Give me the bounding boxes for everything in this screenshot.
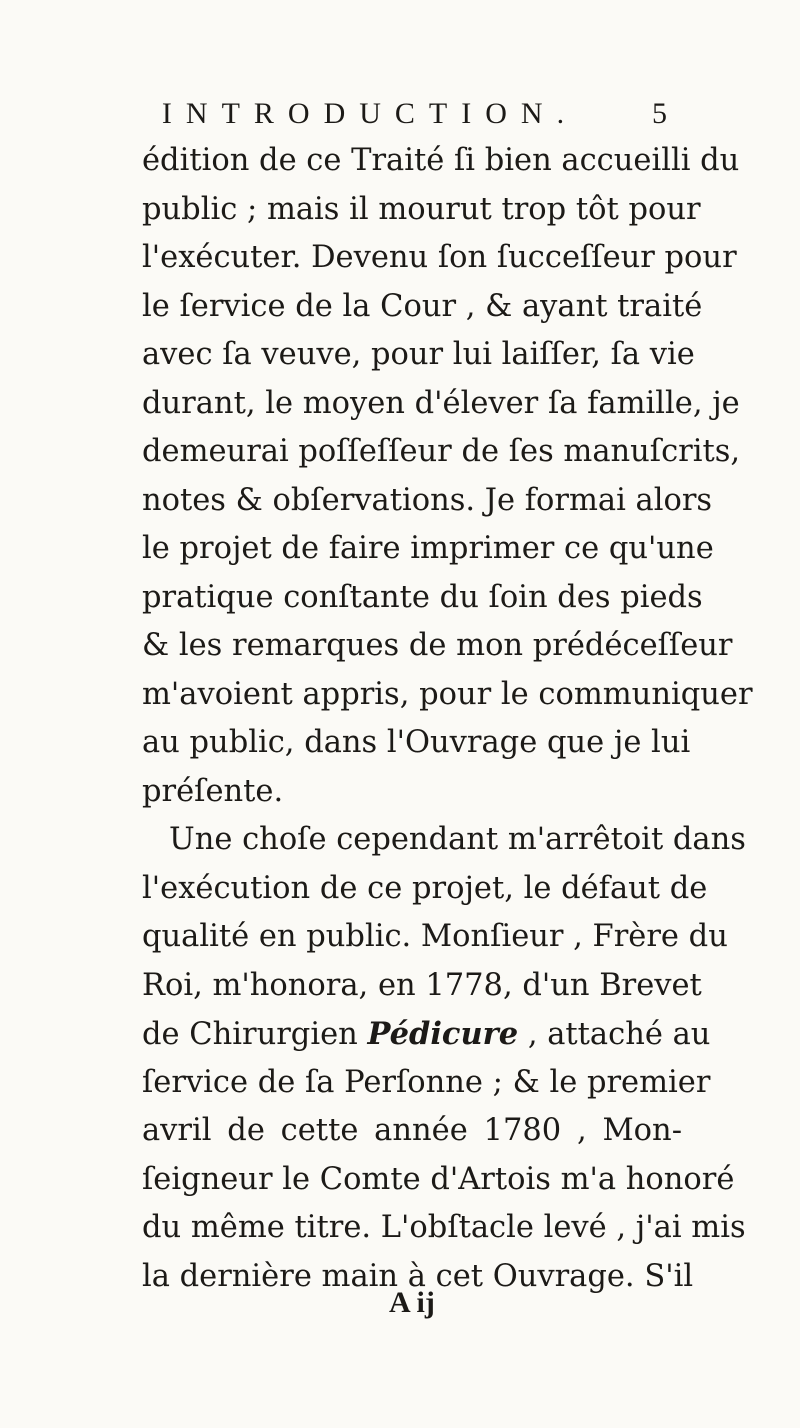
page-number: 5 — [652, 97, 667, 130]
text-line: le projet de faire imprimer ce qu'une — [142, 531, 714, 566]
text-line: ſervice de ſa Perſonne ; & le premier — [142, 1064, 711, 1100]
text-line: avril de cette année 1780 , Mon- — [142, 1113, 682, 1148]
text-line: de Chirurgien Pédicure , attaché au — [142, 1016, 711, 1052]
text-line: préſente. — [142, 773, 284, 809]
emphasized-word: Pédicure — [367, 1016, 519, 1052]
text-line: le ſervice de la Cour , & ayant traité — [142, 288, 703, 324]
text-line: la dernière main à cet Ouvrage. S'il — [142, 1258, 694, 1294]
text-line: durant, le moyen d'élever ſa famille, je — [142, 385, 740, 421]
text-line: qualité en public. Monſieur , Frère du — [142, 919, 728, 954]
signature-mark: A ij — [389, 1286, 435, 1319]
text-line: demeurai poſſeſſeur de ſes manuſcrits, — [142, 434, 741, 469]
body-text — [142, 137, 753, 1301]
text-line: l'exécution de ce projet, le défaut de — [142, 870, 708, 906]
text-line: Une choſe cependant m'arrêtoit dans — [169, 822, 746, 857]
text-line: ſeigneur le Comte d'Artois m'a honoré — [142, 1161, 735, 1197]
text-line: m'avoient appris, pour le communiquer — [142, 676, 753, 712]
text-line: notes & obſervations. Je formai alors — [142, 482, 713, 518]
text-line: du même titre. L'obſtacle levé , j'ai mis — [142, 1210, 746, 1245]
text-line: édition de ce Traité ſi bien accueilli du — [142, 143, 740, 178]
running-head-title: INTRODUCTION. — [161, 97, 579, 130]
text-line: au public, dans l'Ouvrage que je lui — [142, 725, 691, 760]
text-line: & les remarques de mon prédéceſſeur — [142, 628, 733, 663]
text-line: avec ſa veuve, pour lui laiſſer, ſa vie — [142, 337, 695, 372]
text-line: Roi, m'honora, en 1778, d'un Brevet — [142, 967, 702, 1003]
text-line: pratique conſtante du ſoin des pieds — [142, 579, 703, 615]
text-line: public ; mais il mourut trop tôt pour — [142, 191, 701, 227]
text-line: l'exécuter. Devenu ſon ſucceſſeur pour — [142, 240, 737, 275]
